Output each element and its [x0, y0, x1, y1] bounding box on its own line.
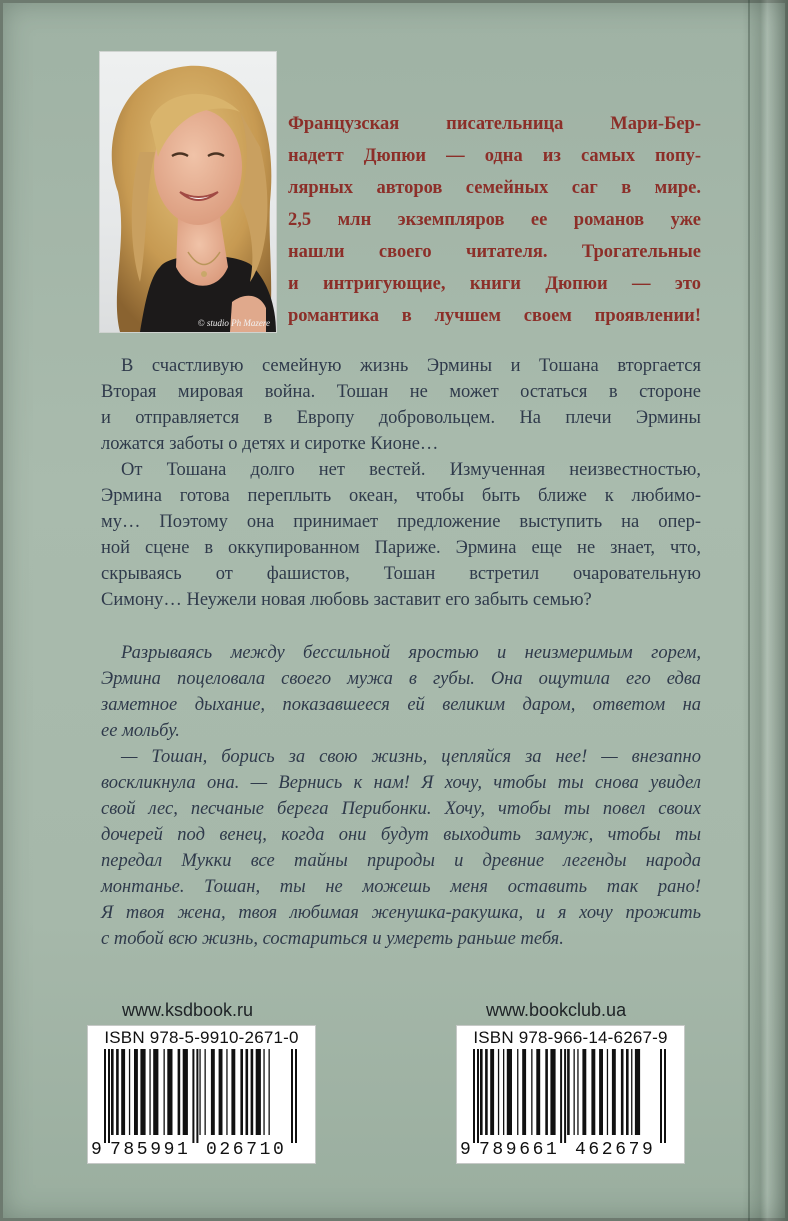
- author-blurb-line: надетт Дюпюи — одна из самых попу-: [288, 146, 701, 166]
- synopsis-line: ной сцене в оккупированном Париже. Эрмина еще не знает, что,: [101, 538, 701, 558]
- excerpt-line: Разрываясь между бессильной яростью и неизмеримым горем,: [121, 643, 701, 663]
- barcode-bar: [477, 1049, 479, 1143]
- barcode-bar: [490, 1049, 494, 1135]
- author-blurb-line: романтика в лучшем своем проявлении!: [288, 306, 701, 326]
- author-blurb-line: нашли своего читателя. Трогательные: [288, 242, 701, 262]
- publisher-url-ua: www.bookclub.ua: [486, 1000, 627, 1020]
- synopsis-line: му… Поэтому она принимает предложение выступить на опер-: [101, 512, 701, 532]
- barcode-bar: [153, 1049, 158, 1135]
- barcode-bar: [522, 1049, 526, 1135]
- barcode-bar: [196, 1049, 198, 1143]
- author-photo: [100, 52, 276, 332]
- barcode-bar: [219, 1049, 223, 1135]
- barcode-bar: [140, 1049, 145, 1135]
- synopsis-line: Симону… Неужели новая любовь заставит его забыть семью?: [101, 590, 592, 610]
- barcode-bar: [635, 1049, 640, 1135]
- synopsis-paragraph-2: [101, 457, 701, 613]
- excerpt-paragraph-1: [101, 640, 701, 744]
- barcode-digits-right: 026710: [206, 1140, 287, 1160]
- excerpt-line: свой лес, песчаные берега Перибонки. Хочу, чтобы ты повел своих: [101, 799, 701, 819]
- barcode-digit-first: 9: [460, 1140, 471, 1160]
- barcode-bar: [205, 1049, 206, 1135]
- barcode-bar: [199, 1049, 200, 1135]
- barcode-bar: [192, 1049, 194, 1143]
- author-blurb-line: Французская писательница Мари-Бер-: [288, 114, 701, 134]
- photo-credit: © studio Ph Mazere: [197, 318, 270, 328]
- excerpt-line: заметное дыхание, показавшееся ей великим даром, ответом на: [101, 695, 701, 715]
- barcode-bar: [567, 1049, 570, 1135]
- excerpt-line: воскликнула она. — Вернись к нам! Я хочу, чтобы ты снова увидел: [101, 773, 701, 793]
- barcode-bar: [621, 1049, 624, 1135]
- barcode-bar: [211, 1049, 215, 1135]
- barcode-bar: [226, 1049, 227, 1135]
- barcode-bar: [536, 1049, 540, 1135]
- barcode-bar: [295, 1049, 297, 1143]
- synopsis-line: Вторая мировая война. Тошан не может остаться в стороне: [101, 382, 701, 402]
- excerpt-line: Я твоя жена, твоя любимая женушка-ракушка, и я хочу прожить: [101, 903, 701, 923]
- barcode-bar: [485, 1049, 488, 1135]
- isbn-label: ISBN 978-5-9910-2671-0: [104, 1028, 299, 1047]
- publisher-url-ru: www.ksdbook.ru: [122, 1000, 254, 1020]
- barcode-bar: [503, 1049, 504, 1135]
- barcode-bar: [664, 1049, 666, 1143]
- barcode-bar: [599, 1049, 603, 1135]
- barcode-bar: [631, 1049, 632, 1135]
- synopsis-line: Эрмина готова переплыть океан, чтобы быть ближе к любимо-: [101, 486, 701, 506]
- barcode-bar: [246, 1049, 249, 1135]
- barcode-bar: [178, 1049, 181, 1135]
- barcode-bar: [591, 1049, 595, 1135]
- barcode-bar: [473, 1049, 475, 1143]
- synopsis-line: скрываясь от фашистов, Тошан встретил очаровательную: [101, 564, 701, 584]
- author-blurb-line: лярных авторов семейных саг в мире.: [288, 178, 701, 198]
- barcode-bar: [498, 1049, 499, 1135]
- isbn-label: ISBN 978-966-14-6267-9: [473, 1028, 668, 1047]
- barcode-bar: [108, 1049, 110, 1143]
- barcode-bar: [129, 1049, 130, 1135]
- barcode-bar: [104, 1049, 106, 1143]
- barcode-bar: [626, 1049, 629, 1135]
- barcode-bar: [269, 1049, 270, 1135]
- barcode-bar: [167, 1049, 172, 1135]
- barcode-bar: [531, 1049, 532, 1135]
- barcode-bar: [116, 1049, 119, 1135]
- excerpt-paragraph-2: [101, 744, 701, 952]
- synopsis-line: и отправляется в Европу добровольцем. На плечи Эрмины: [101, 408, 701, 428]
- barcode-bar: [574, 1049, 575, 1135]
- barcode-ua: [456, 1025, 685, 1164]
- excerpt-line: с тобой всю жизнь, состариться и умереть раньше тебя.: [101, 929, 564, 949]
- synopsis-line: От Тошана долго нет вестей. Измученная неизвестностью,: [121, 460, 701, 480]
- synopsis-paragraph-1: [101, 353, 701, 457]
- barcode-bar: [507, 1049, 512, 1135]
- barcode-bar: [607, 1049, 608, 1135]
- synopsis-line: ложатся заботы о детях и сиротке Кионе…: [101, 434, 439, 454]
- barcode-digits-left: 785991: [110, 1140, 191, 1160]
- barcode-bars: [104, 1049, 300, 1143]
- barcode-bar: [251, 1049, 254, 1135]
- author-blurb-line: и интригующие, книги Дюпюи — это: [288, 274, 701, 294]
- barcode-bar: [256, 1049, 261, 1135]
- author-blurb-line: 2,5 млн экземпляров ее романов уже: [288, 210, 701, 230]
- barcode-bar: [291, 1049, 293, 1143]
- barcode-bar: [149, 1049, 150, 1135]
- barcode-bar: [564, 1049, 566, 1143]
- barcode-bar: [134, 1049, 138, 1135]
- spine-groove: [748, 0, 750, 1221]
- barcode-bar: [111, 1049, 114, 1135]
- author-portrait-illustration: [100, 52, 276, 332]
- barcode-bar: [263, 1049, 264, 1135]
- barcode-ru: [87, 1025, 316, 1164]
- barcode-bar: [231, 1049, 235, 1135]
- excerpt-line: — Тошан, борись за свою жизнь, цепляйся за нее! — внезапно: [121, 747, 701, 767]
- barcode-bar: [517, 1049, 518, 1135]
- excerpt-line: передал Мукки все тайны природы и древние легенды народа: [101, 851, 701, 871]
- barcode-bars: [473, 1049, 669, 1143]
- barcode-bar: [577, 1049, 578, 1135]
- author-blurb: [288, 108, 701, 332]
- barcode-bar: [582, 1049, 586, 1135]
- barcode-bar: [183, 1049, 188, 1135]
- barcode-digits-right: 462679: [575, 1140, 656, 1160]
- excerpt-line: Эрмина поцеловала своего мужа в губы. Она ощутила его едва: [101, 669, 701, 689]
- excerpt-line: дочерей под венец, когда они будут выходить замуж, чтобы ты: [101, 825, 701, 845]
- barcode-bar: [550, 1049, 555, 1135]
- barcode-digits-left: 789661: [479, 1140, 560, 1160]
- excerpt-line: монтанье. Тошан, ты не можешь меня оставить так рано!: [101, 877, 701, 897]
- barcode-bar: [560, 1049, 562, 1143]
- barcode-bar: [240, 1049, 243, 1135]
- barcode-bar: [480, 1049, 483, 1135]
- barcode-digit-first: 9: [91, 1140, 102, 1160]
- synopsis-line: В счастливую семейную жизнь Эрмины и Тошана вторгается: [121, 356, 701, 376]
- barcode-bar: [164, 1049, 165, 1135]
- barcode-bar: [612, 1049, 616, 1135]
- barcode-bar: [660, 1049, 662, 1143]
- barcode-bar: [121, 1049, 125, 1135]
- excerpt-line: ее мольбу.: [101, 721, 180, 741]
- barcode-bar: [545, 1049, 548, 1135]
